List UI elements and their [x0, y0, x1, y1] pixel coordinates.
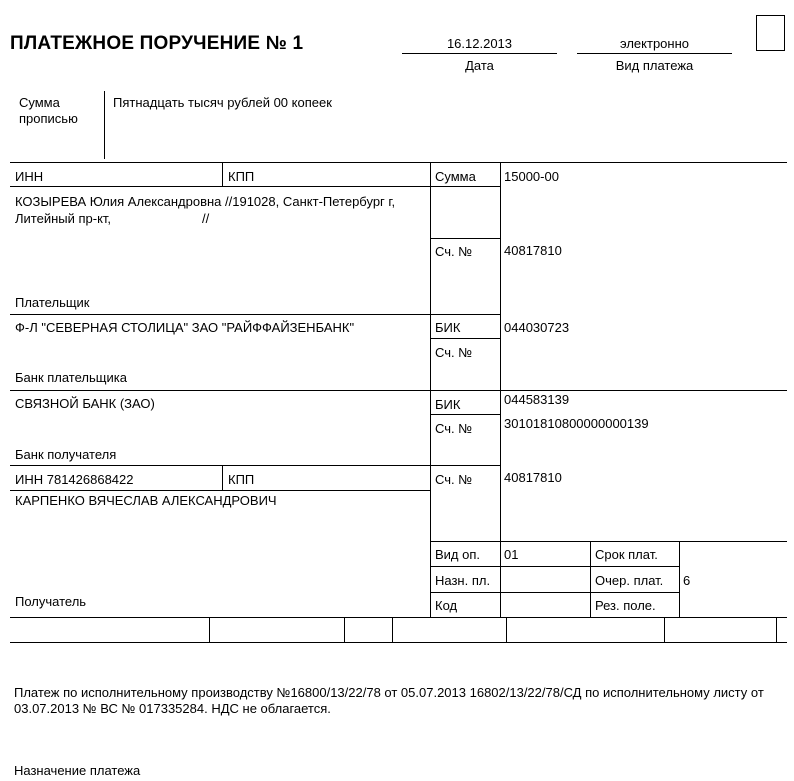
- payer-name-line-2-tail: //: [202, 211, 210, 226]
- payee-inn-label: ИНН 781426868422: [15, 472, 134, 487]
- kod-label: Код: [435, 598, 458, 613]
- grid-line: [430, 338, 500, 339]
- payer-kpp-label: КПП: [228, 169, 255, 184]
- amount-words-label-2: прописью: [19, 111, 78, 126]
- grid-line: [10, 490, 430, 491]
- grid-line: [10, 465, 500, 466]
- rez-pole-label: Рез. поле.: [595, 598, 656, 613]
- payment-purpose-text: Платеж по исполнительному производству №16800/13/22/78 от 05.07.2013 16802/13/22/78/СД по исполнительному листу от 03.07.2013 № ВС № 017335284. НДС не облагается.: [14, 685, 764, 716]
- grid-line: [430, 238, 500, 239]
- payment-type-value: электронно: [620, 36, 689, 51]
- payee-acct-value: 40817810: [504, 470, 562, 485]
- payee-bank-bik-value: 044583139: [504, 392, 570, 407]
- payee-acct-label: Сч. №: [435, 472, 473, 487]
- grid-line: [430, 566, 680, 567]
- payment-purpose-label: Назначение платежа: [14, 763, 141, 778]
- payment-type-label: Вид платежа: [615, 58, 694, 73]
- nazn-pl-label: Назн. пл.: [435, 573, 491, 588]
- amount-words-value: Пятнадцать тысяч рублей 00 копеек: [113, 95, 332, 110]
- document-title: ПЛАТЕЖНОЕ ПОРУЧЕНИЕ № 1: [10, 33, 304, 54]
- payee-bank-bik-label: БИК: [435, 397, 461, 412]
- form-code-box: [756, 15, 785, 51]
- grid-line: [222, 162, 223, 186]
- grid-line: [10, 162, 787, 163]
- vid-op-value: 01: [504, 547, 519, 562]
- payer-acct-label: Сч. №: [435, 244, 473, 259]
- grid-line: [430, 592, 680, 593]
- amount-words-divider: [104, 91, 105, 159]
- grid-line: [222, 465, 223, 490]
- payer-bank-bik-label: БИК: [435, 320, 461, 335]
- grid-line: [664, 617, 665, 642]
- grid-line: [679, 541, 680, 617]
- grid-line: [10, 186, 500, 187]
- grid-line: [10, 390, 787, 391]
- payment-type-underline: [577, 53, 732, 54]
- payee-name: КАРПЕНКО ВЯЧЕСЛАВ АЛЕКСАНДРОВИЧ: [15, 493, 277, 508]
- grid-line: [392, 617, 393, 642]
- grid-line: [209, 617, 210, 642]
- payee-bank-name: СВЯЗНОЙ БАНК (ЗАО): [15, 396, 155, 411]
- payer-bank-acct-label: Сч. №: [435, 345, 473, 360]
- sum-value: 15000-00: [504, 169, 559, 184]
- grid-line: [430, 162, 431, 617]
- date-label: Дата: [465, 58, 494, 73]
- sum-label: Сумма: [435, 169, 476, 184]
- payee-kpp-label: КПП: [228, 472, 255, 487]
- payer-role-label: Плательщик: [15, 295, 90, 310]
- payer-acct-value: 40817810: [504, 243, 562, 258]
- grid-line: [10, 314, 500, 315]
- grid-line: [500, 162, 501, 617]
- payer-inn-label: ИНН: [15, 169, 44, 184]
- grid-line: [506, 617, 507, 642]
- payee-role-label: Получатель: [15, 594, 87, 609]
- grid-line: [590, 541, 591, 617]
- srok-plat-label: Срок плат.: [595, 547, 658, 562]
- grid-line: [10, 642, 787, 643]
- payee-bank-role-label: Банк получателя: [15, 447, 117, 462]
- ocher-plat-label: Очер. плат.: [595, 573, 664, 588]
- vid-op-label: Вид оп.: [435, 547, 481, 562]
- payee-bank-corr-value: 30101810800000000139: [504, 416, 649, 431]
- amount-words-label-1: Сумма: [19, 95, 60, 110]
- ocher-plat-value: 6: [683, 573, 691, 588]
- date-value: 16.12.2013: [446, 36, 513, 51]
- grid-line: [10, 617, 787, 618]
- payer-name-line-2: Литейный пр-кт,: [15, 211, 112, 226]
- grid-line: [776, 617, 777, 642]
- payer-name-line-1: КОЗЫРЕВА Юлия Александровна //191028, Санкт-Петербург г,: [15, 194, 396, 209]
- grid-line: [430, 541, 787, 542]
- grid-line: [430, 414, 500, 415]
- payee-bank-acct-label: Сч. №: [435, 421, 473, 436]
- payer-bank-role-label: Банк плательщика: [15, 370, 127, 385]
- grid-line: [344, 617, 345, 642]
- date-underline: [402, 53, 557, 54]
- payer-bank-name: Ф-Л "СЕВЕРНАЯ СТОЛИЦА" ЗАО "РАЙФФАЙЗЕНБАНК": [15, 320, 355, 335]
- payer-bank-bik-value: 044030723: [504, 320, 570, 335]
